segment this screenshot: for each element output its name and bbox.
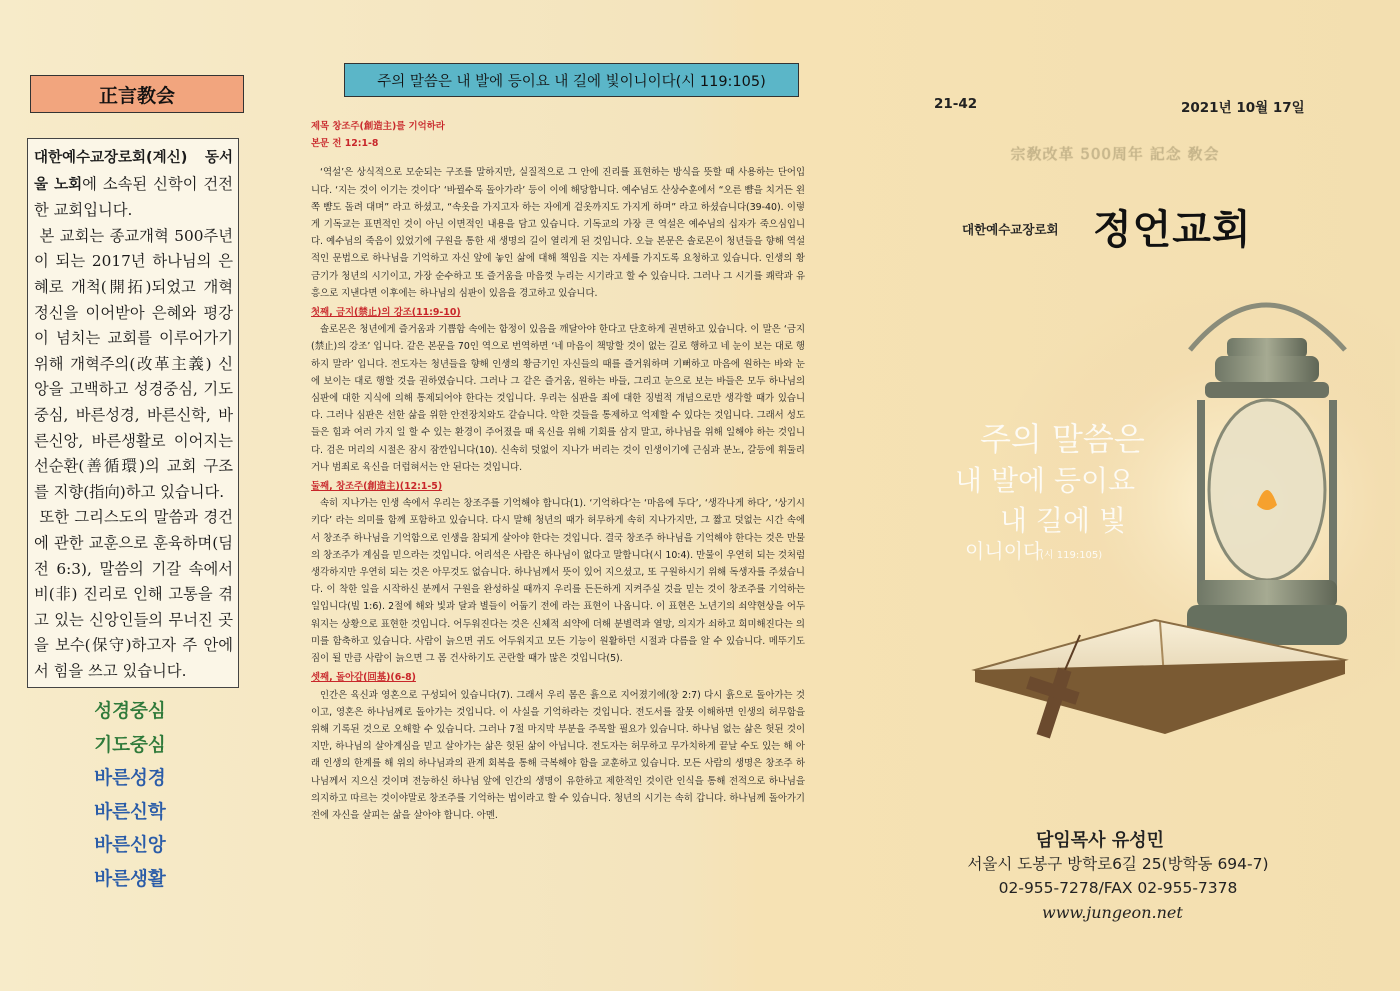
core-values-list: [30, 695, 230, 896]
sermon-scripture: 본문 전 12:1-8: [311, 138, 379, 150]
church-tag: 正言教会: [30, 75, 244, 113]
intro-paragraph-1: [34, 145, 233, 224]
church-phone: 02-955-7278/FAX 02-955-7378: [998, 879, 1238, 897]
section-heading: 첫째, 금지(禁止)의 강조(11:9-10): [311, 307, 461, 319]
sermon-title: 제목 창조주(創造主)를 기억하라: [311, 121, 445, 132]
core-value: 바른성경: [94, 768, 166, 789]
intro-denomination: 대한예수교장로회(계신) 동서울 노회: [34, 150, 233, 193]
denomination-label: 대한예수교장로회: [962, 222, 1059, 237]
section-text: 속히 지나가는 인생 속에서 우리는 창조주를 기억해야 합니다(1). ‘기억하다’는 ‘마음에 두다’, ‘생각나게 하다’, ‘상기시키다’ 라는 의미를 함께 포함하고 있습니다. 다시 말해 청년의 때가 허무하게 속히 지나가지만, 그 짧고 덧없는 시간 속에서 창조주 하나님을 기억함으로 인생을 참되게 살아야 한다는 것입니다. 결국 창조주 하나님을 기억해야 한다는 것은 만물의 창조주가 계심을 믿으라는 것입니다. 어리석은 사람은 하나님이 없다고 말합니다(시 10:4). 만물이 우연히 되는 것처럼 생각하지만 우연히 되는 것은 아무것도 없습니다. 하나님께서 뜻이 있어 지으셨고, 또 구원하시기 위해 독생자를 주셨습니다. 이 착한 일을 시작하신 분께서 구원을 완성하실 때까지 우리를 든든하게 지켜주실 것을 믿는 것이 창조주를 기억하는 일입니다(빌 1:6). 2절에 해와 빛과 달과 별들이 어둡기 전에 라는 표현이 나옵니다. 이 표현은 노년기의 쇠약현상을 어두워지는 상황으로 표현한 것입니다. 어두워진다는 것은 신체적 쇠약에 더해 분별력과 열망, 의지가 쇠하고 희미해진다는 의미를 함축하고 있습니다. 사람이 늙으면 귀도 어두워지고 모든 기능이 원활하던 시절과 다름을 알 수 있습니다. 메뚜기도 짐이 될 만큼 사람이 늙으면 그 몸 건사하기도 곤란할 때가 많은 것입니다(5).: [311, 498, 805, 665]
core-value: 바른신앙: [94, 835, 166, 856]
bulletin-date: 2021년 10월 17일: [1181, 100, 1305, 116]
art-caption-line: 내 길에 빛: [1000, 504, 1126, 537]
intro-paragraph-3: [34, 505, 233, 684]
verse-banner: 주의 말씀은 내 발에 등이요 내 길에 빛이니이다(시 119:105): [344, 63, 799, 97]
core-value: 바른생활: [94, 868, 166, 890]
sermon-intro: ‘역설’은 상식적으로 모순되는 구조를 말하지만, 실질적으로 그 안에 진리를 표현하는 방식을 뜻할 때 사용하는 단어입니다. ‘지는 것이 이기는 것이다’ ‘바뀔수록 돌아가라’ 등이 이에 해당합니다. 예수님도 산상수훈에서 “오른 뺨을 치거든 왼쪽 뺨도 돌려 대며” 라고 하셨고, “속옷을 가지고자 하는 자에게 겉옷까지도 가지게 하며” 라고 하셨습니다(39-40). 이렇게 기독교는 표면적인 것이 아닌 이면적인 내용을 담고 있습니다. 기독교의 가장 큰 역설은 예수님의 십자가 죽으심입니다. 예수님의 죽음이 있었기에 구원을 통한 새 생명의 길이 열리게 된 것입니다. 오늘 본문은 솔로몬이 청년들을 향해 역설적인 문법으로 하나님을 기억하고 자신 앞에 놓인 삶에 대해 책임을 지는 자세를 가지도록 요청하고 있습니다. 인생의 황금기가 청년의 시기이고, 가장 순수하고 또 즐거움을 마음껏 누리는 시기라고 할 수 있습니다. 그러나 그 시기를 쾌락과 유흥으로 지낸다면 이후에는 하나님의 심판이 있음을 경고하고 있습니다.: [311, 167, 805, 299]
art-caption-line: (시 119:105): [1040, 550, 1103, 561]
sermon-body: [311, 118, 805, 824]
church-introduction: [27, 138, 239, 688]
art-caption-line: 주의 말씀은: [980, 420, 1145, 458]
intro-text: 또한 그리스도의 말씀과 경건에 관한 교훈으로 훈육하며(딤전 6:3), 말씀의 기갈 속에서 비(非) 진리로 인해 고통을 겪고 있는 신앙인들의 무너진 곳을 보수(保守)하고자 주 안에서 힘을 쓰고 있습니다.: [34, 508, 233, 680]
church-name: 정언교회: [1093, 207, 1252, 253]
section-text: 솔로몬은 청년에게 즐거움과 기쁨함 속에는 함정이 있음을 깨달아야 한다고 단호하게 권면하고 있습니다. 이 말은 ‘금지(禁止)의 강조’ 입니다. 같은 본문을 70인 역으로 번역하면 ‘네 마음이 책망할 것이 없는 길로 행하고 네 눈이 보는 대로 행하지 말라’ 입니다. 전도자는 청년들을 향해 인생의 황금기인 자신들의 때를 즐거워하며 기뻐하고 마음에 원하는 바와 눈에 보이는 대로 행할 것을 권하였습니다. 그러나 그 같은 즐거움, 원하는 바들, 그리고 눈으로 보는 바들은 모두 하나님의 심판에 대한 지식에 의해 통제되어야 한다는 것입니다. 우리는 심판을 죄에 대한 징벌적 개념으로만 생각할 때가 있습니다. 그러나 심판은 선한 삶을 위한 안전장치와도 같습니다. 악한 것들을 통제하고 억제할 수 있다는 것입니다. 그래서 성도들은 힘과 여러 가지 일 할 수 있는 환경이 주어졌을 때 육신을 위해 기회를 삼지 말고, 하나님을 위해 일해야 하는 것입니다. 검은 머리의 시절은 잠시 잠깐입니다(10). 신속히 덧없이 지나가 버리는 것이 인생이기에 근심과 분노, 갈등에 휘둘리거나 범죄로 육신을 더럽혀서는 안 된다는 것입니다.: [311, 324, 805, 473]
core-value: 바른신학: [94, 801, 166, 823]
art-caption-line: 이니이다: [965, 539, 1043, 563]
core-value: 기도중심: [94, 734, 166, 756]
section-heading: 둘째, 창조주(創造主)(12:1-5): [311, 481, 443, 493]
intro-text: 본 교회는 종교개혁 500주년이 되는 2017년 하나님의 은혜로 개척(開拓)되었고 개혁정신을 이어받아 은혜와 평강이 넘치는 교회를 이루어가기 위해 개혁주의(改革主義) 신앙을 고백하고 성경중심, 기도중심, 바른성경, 바른신학, 바른신앙, 바른생활로 이어지는 선순환(善循環)의 교회 구조를 지향(指向)하고 있습니다.: [34, 226, 233, 501]
section-heading: 셋째, 돌아감(回基)(6-8): [311, 672, 416, 684]
pastor-name: 담임목사 유성민: [1036, 830, 1164, 851]
church-website[interactable]: www.jungeon.net: [1042, 903, 1183, 922]
section-text: 인간은 육신과 영혼으로 구성되어 있습니다(7). 그래서 우리 몸은 흙으로 지어졌기에(창 2:7) 다시 흙으로 돌아가는 것이고, 영혼은 하나님께로 돌아가는 것입니다. 이 사실을 기억하라는 것입니다. 전도서를 잘못 이해하면 인생의 허무함을 위해 기록된 것으로 오해할 수 있습니다. 그러나 7절 마지막 부분을 주목할 필요가 있습니다. 하나님 없는 삶은 헛된 것이지만, 하나님의 살아계심을 믿고 살아가는 삶은 헛된 삶이 아닙니다. 전도자는 허무하고 무가치하게 끝날 수도 있는 해 아래 인생의 한계를 해 위의 하나님과의 관계 회복을 통해 극복해야 함을 교훈하고 있습니다. 모든 사람의 생명은 창조주 하나님께서 지으신 것이며 전능하신 하나님 앞에 인간의 생명이 유한하고 제한적인 것이란 인식을 통해 전적으로 하나님을 의지하고 따르는 것이야말로 창조주를 기억하는 법이라고 할 수 있습니다. 청년의 시기는 속히 갑니다. 하나님께 돌아가기 전에 자신을 살피는 삶을 살아야 합니다. 아멘.: [311, 689, 805, 821]
art-caption-line: 내 발에 등이요: [955, 464, 1136, 497]
intro-paragraph-2: [34, 224, 233, 506]
church-address: 서울시 도봉구 방학로6길 25(방학동 694-7): [967, 855, 1269, 873]
intro-text: 에 소속된 신학이 건전한 교회입니다.: [34, 174, 233, 220]
reformation-subtitle: 宗敎改革 500周年 記念 敎会: [1010, 145, 1220, 163]
issue-number: 21-42: [934, 96, 978, 112]
lantern-bible-illustration: [905, 290, 1395, 760]
core-value: 성경중심: [94, 701, 166, 722]
